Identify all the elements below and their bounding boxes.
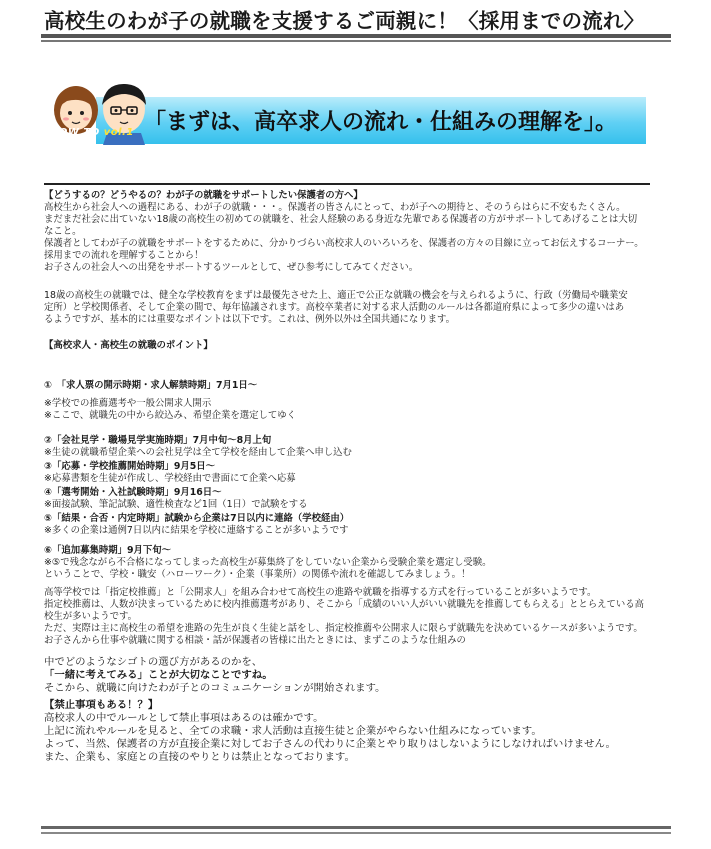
together-line-emphasis: 「一緒に考えてみる」ことが大切なことですね。 <box>44 669 273 681</box>
rules-line: 定所）と学校関係者、そして企業の間で、毎年協議されます。高校卒業者に対する求人活動のルールは各都道府県によって多少の違いはあ <box>44 302 625 313</box>
support-line: ただ、実際は主に高校生の希望を進路の先生が良く生徒と話をし、指定校推薦や公開求人に限らず就職先を決めているケースが多いようです。 <box>44 623 643 634</box>
intro-line: 採用までの流れを理解することから！ <box>44 250 204 261</box>
footer-divider-thin <box>41 832 671 834</box>
intro-line: お子さんの社会人への出発をサポートするツールとして、ぜひ参考にしてみてください。 <box>44 262 419 273</box>
title-divider-thin <box>41 40 671 42</box>
title-divider <box>41 34 671 38</box>
point-3-note: ※応募書類を生徒が作成し、学校経由で書面にて企業へ応募 <box>44 473 296 484</box>
banner-title: 「まずは、高卒求人の流れ・仕組みの理解を」。 <box>144 110 618 135</box>
prohibited-line: 上記に流れやルールを見ると、全ての求職・求人活動は直接生徒と企業がやらない仕組みになっています。 <box>44 725 542 737</box>
prohibited-heading: 【禁止事項もある！？】 <box>44 699 159 711</box>
section-banner <box>96 97 646 144</box>
prohibited-line: また、企業も、家庭との直接のやりとりは禁止となっております。 <box>44 751 355 763</box>
rules-line: るようですが、基本的には重要なポイントは以下です。これは、例外以外は全国共通になります。 <box>44 314 456 325</box>
point-4-note: ※面接試験、筆記試験、適性検査など1回（1日）で試験をする <box>44 499 308 510</box>
point-6-note: ということで、学校・職安（ハローワーク）・企業（事業所）の関係や流れを確認してみましょう。！ <box>44 569 471 580</box>
point-2-note: ※生徒の就職希望企業への会社見学は全て学校を経由して企業へ申し込む <box>44 447 352 458</box>
intro-line: 高校生から社会人への過程にある、わが子の就職・・・。保護者の皆さんにとって、わが子への期待と、そのうらはらに不安もたくさん。 <box>44 202 626 213</box>
point-1-title: ① 「求人票の開示時期・求人解禁時期」7月1日～ <box>44 380 258 391</box>
prohibited-line: 高校求人の中でルールとして禁止事項はあるのは確かです。 <box>44 712 324 724</box>
intro-line: 保護者としてわが子の就職をサポートをするために、分かりづらい高校求人のいろいろを、保護者の方々の目線に立ってお伝えするコーナー。 <box>44 238 644 249</box>
point-6-note: ※⑤で残念ながら不合格になってしまった高校生が募集終了をしていない企業から受験企業を選定し受験。 <box>44 557 492 568</box>
vol-number: vol.1 <box>103 127 134 138</box>
rules-line: 18歳の高校生の就職では、健全な学校教育をまずは最優先させた上、適正で公正な就職の機会を与えられるように、行政（労働局や職業安 <box>44 290 628 301</box>
points-heading: 【高校求人・高校生の就職のポイント】 <box>44 340 213 351</box>
together-line: そこから、就職に向けたわが子とのコミュニケーションが開始されます。 <box>44 682 386 694</box>
intro-line: なこと。 <box>44 226 82 237</box>
howto-label <box>50 127 142 143</box>
howto-text: HOW TO <box>50 127 100 138</box>
point-6-title: ⑥「追加募集時期」9月下旬～ <box>44 545 171 556</box>
support-line: 校生が多いようです。 <box>44 611 137 622</box>
page-title: 高校生のわが子の就職を支援するご両親に！〈採用までの流れ〉 <box>44 9 645 33</box>
point-5-title: ⑤「結果・合否・内定時期」試験から企業は7日以内に連絡（学校経由） <box>44 513 350 524</box>
point-5-note: ※多くの企業は通例7日以内に結果を学校に連絡することが多いようです <box>44 525 349 536</box>
point-4-title: ④「選考開始・入社試験時期」9月16日～ <box>44 487 222 498</box>
point-3-title: ③「応募・学校推薦開始時期」9月5日～ <box>44 461 215 472</box>
prohibited-line: よって、当然、保護者の方が直接企業に対してお子さんの代わりに企業とやり取りはしないようにしなければいけません。 <box>44 738 616 750</box>
intro-line: まだまだ社会に出ていない18歳の高校生の初めての就職を、社会人経験のある身近な先輩である保護者の方がサポートしてあげることは大切 <box>44 214 638 225</box>
content-divider <box>44 183 650 185</box>
support-line: 高等学校では「指定校推薦」と「公開求人」を組み合わせて高校生の進路や就職を指導する方式を行っていることが多いようです。 <box>44 587 597 598</box>
point-1-note: ※学校での推薦選考や一般公開求人開示 <box>44 398 212 409</box>
intro-heading: 【どうするの？どうやるの？わが子の就職をサポートしたい保護者の方へ】 <box>44 190 363 201</box>
point-2-title: ②「会社見学・職場見学実施時期」7月中旬～8月上旬 <box>44 435 272 446</box>
support-line: お子さんから仕事や就職に関する相談・話が保護者の皆様に出たときには、まずこのような仕組みの <box>44 635 466 646</box>
footer-divider <box>41 826 671 829</box>
point-1-note: ※ここで、就職先の中から絞込み、希望企業を選定してゆく <box>44 410 296 421</box>
support-line: 指定校推薦は、人数が決まっているために校内推薦選考があり、そこから「成績のいい人がいい就職先を推薦してもらえる」ととらえている高 <box>44 599 645 610</box>
together-line: 中でどのようなシゴトの選び方があるのかを、 <box>44 656 263 668</box>
